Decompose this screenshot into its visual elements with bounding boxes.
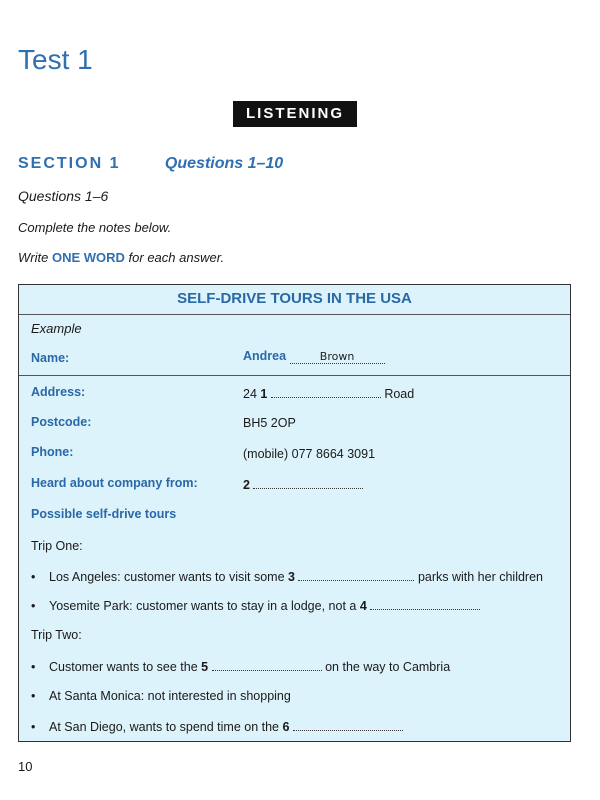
questions-subrange: Questions 1–6 xyxy=(18,188,109,204)
question-2-number: 2 xyxy=(243,478,250,492)
trip-two-item-3: • At San Diego, wants to spend time on the 6 xyxy=(31,719,403,734)
name-label: Name: xyxy=(31,351,70,365)
trip-two-item-2: • At Santa Monica: not interested in shopping xyxy=(31,689,291,703)
name-field xyxy=(243,349,385,364)
trip-one-item-1: • Los Angeles: customer wants to visit some 3 parks with her children xyxy=(31,570,543,584)
write-highlight: ONE WORD xyxy=(51,250,125,265)
tours-label: Possible self-drive tours xyxy=(31,507,177,521)
question-5-number: 5 xyxy=(201,660,209,674)
answer-blank-1[interactable] xyxy=(271,386,381,398)
page-number: 10 xyxy=(18,759,33,774)
write-suffix: for each answer. xyxy=(128,250,225,265)
address-suffix: Road xyxy=(384,387,415,401)
postcode-value: BH5 2OP xyxy=(243,416,296,430)
bullet: • xyxy=(31,570,36,584)
question-3-number: 3 xyxy=(288,570,295,584)
bullet: • xyxy=(31,720,36,734)
example-divider xyxy=(19,375,570,376)
question-1-number: 1 xyxy=(260,387,268,401)
trip-two-label: Trip Two: xyxy=(31,628,82,642)
notes-title: SELF-DRIVE TOURS IN THE USA xyxy=(19,285,570,315)
instruction-write xyxy=(18,250,224,265)
bullet: • xyxy=(31,660,36,674)
name-value: Andrea xyxy=(243,349,287,363)
answer-blank-5[interactable] xyxy=(212,659,322,671)
postcode-label: Postcode: xyxy=(31,415,92,429)
questions-range: Questions 1–10 xyxy=(164,155,284,172)
answer-blank-4[interactable] xyxy=(370,598,480,610)
write-prefix: Write xyxy=(18,250,49,265)
answer-blank-3[interactable] xyxy=(298,569,414,581)
heard-label: Heard about company from: xyxy=(31,476,198,490)
question-4-number: 4 xyxy=(359,599,367,613)
listening-badge: LISTENING xyxy=(233,101,357,127)
answer-blank-2[interactable] xyxy=(253,477,363,489)
name-answer: Brown xyxy=(290,351,385,364)
trip-one-item-2: • Yosemite Park: customer wants to stay in a lodge, not a 4 xyxy=(31,598,480,613)
test-title: Test 1 xyxy=(18,44,93,75)
address-prefix: 24 xyxy=(243,387,257,401)
instruction-complete: Complete the notes below. xyxy=(18,220,172,235)
bullet: • xyxy=(31,689,36,703)
trip-two-item-1: • Customer wants to see the 5 on the way to Cambria xyxy=(31,660,451,674)
address-field xyxy=(243,386,414,401)
question-6-number: 6 xyxy=(282,720,290,734)
address-label: Address: xyxy=(31,385,86,399)
heard-field xyxy=(243,477,363,492)
bullet: • xyxy=(31,599,36,613)
phone-value: (mobile) 077 8664 3091 xyxy=(243,447,376,461)
notes-box xyxy=(18,284,571,742)
section-heading xyxy=(18,155,283,173)
phone-label: Phone: xyxy=(31,445,74,459)
trip-one-label: Trip One: xyxy=(31,539,83,553)
answer-blank-6[interactable] xyxy=(293,719,403,731)
section-label: SECTION 1 xyxy=(18,155,121,172)
example-label: Example xyxy=(31,321,82,336)
